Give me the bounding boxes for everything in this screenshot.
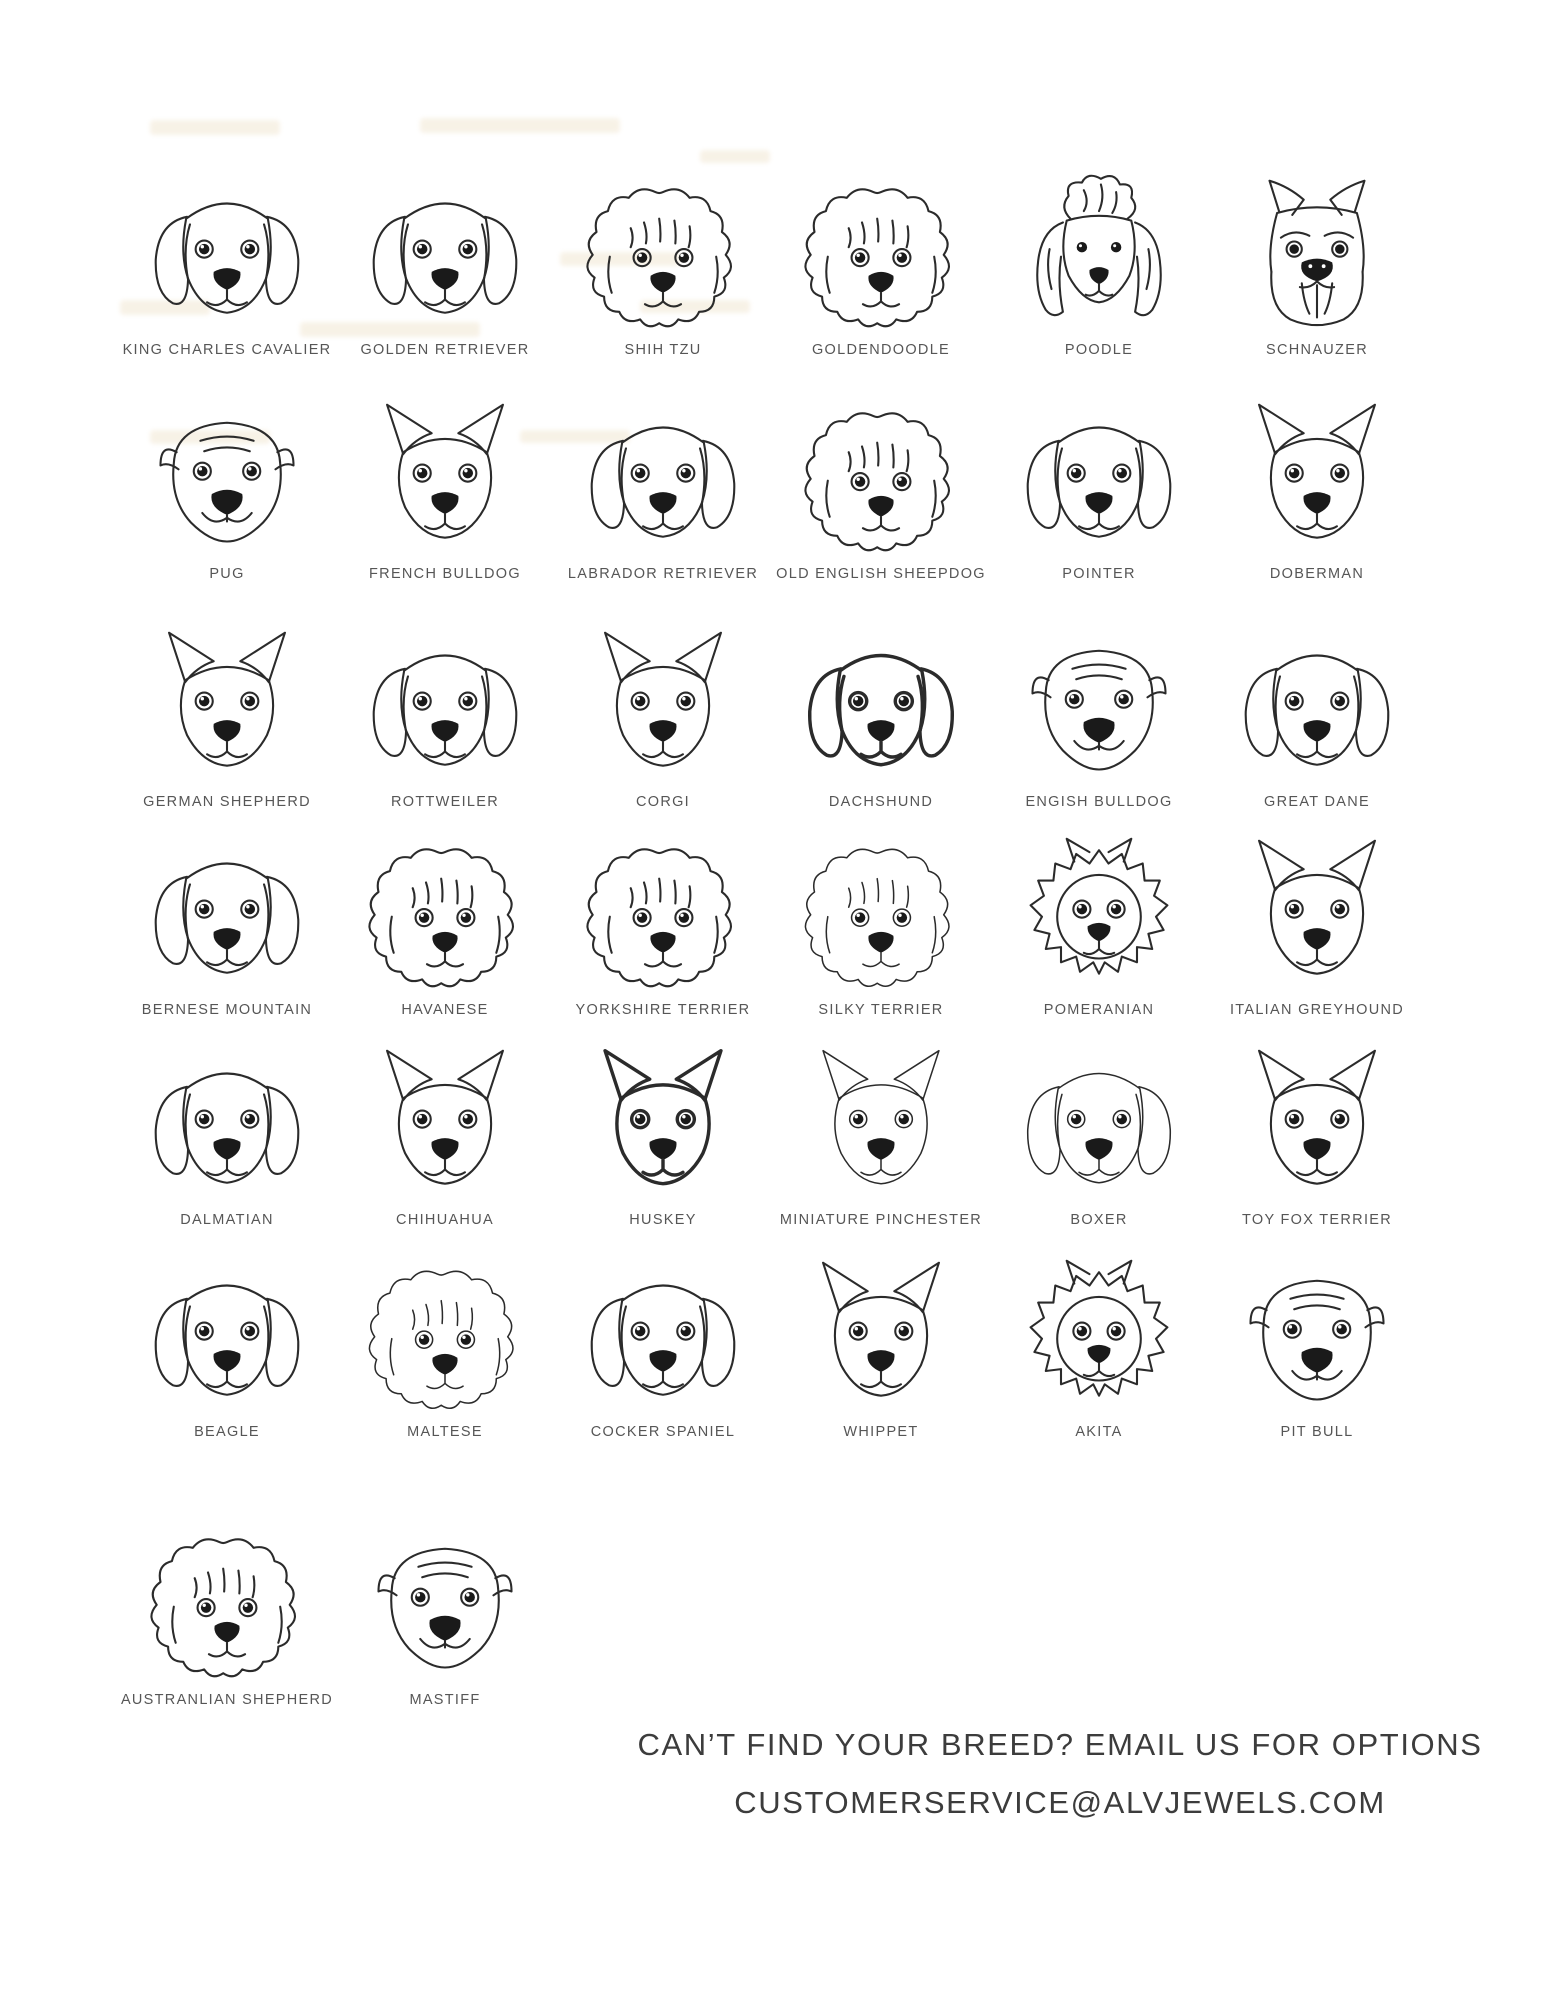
- breed-label: DACHSHUND: [828, 794, 934, 810]
- breed-cell: [772, 370, 990, 594]
- breed-grid: [118, 112, 1426, 1720]
- breed-label: SHIH TZU: [624, 342, 702, 358]
- footer-note: [600, 1716, 1520, 1832]
- breed-cell: [336, 1030, 554, 1240]
- breed-label: BOXER: [1070, 1212, 1128, 1228]
- breed-cell: [772, 822, 990, 1030]
- floppy-ear-dog-face-icon: [350, 621, 540, 785]
- breed-label: PUG: [209, 566, 245, 582]
- breed-label: HUSKEY: [629, 1212, 697, 1228]
- breed-cell: [118, 1452, 336, 1720]
- breed-label: LABRADOR RETRIEVER: [567, 566, 759, 582]
- breed-cell: [990, 822, 1208, 1030]
- breed-cell: [118, 1030, 336, 1240]
- breed-label: AUSTRANLIAN SHEPHERD: [120, 1692, 334, 1708]
- flat-faced-dog-face-icon: [1222, 1251, 1412, 1415]
- pointy-ear-dog-face-icon: [1222, 1039, 1412, 1203]
- flat-faced-dog-face-icon: [1004, 621, 1194, 785]
- breed-label: MALTESE: [407, 1424, 483, 1440]
- breed-label: KING CHARLES CAVALIER: [122, 342, 332, 358]
- breed-label: GOLDEN RETRIEVER: [360, 342, 530, 358]
- pointy-ear-dog-face-icon: [350, 1039, 540, 1203]
- floppy-ear-dog-face-icon: [568, 393, 758, 557]
- breed-cell: [990, 1240, 1208, 1452]
- breed-label: GREAT DANE: [1264, 794, 1370, 810]
- breed-cell: [118, 594, 336, 822]
- breed-cell: [554, 822, 772, 1030]
- shaggy-dog-face-icon: [786, 829, 976, 993]
- breed-cell: [118, 1240, 336, 1452]
- breed-label: POINTER: [1062, 566, 1136, 582]
- breed-label: CHIHUAHUA: [396, 1212, 494, 1228]
- floppy-ear-dog-face-icon: [132, 1251, 322, 1415]
- breed-cell: [554, 594, 772, 822]
- flat-faced-dog-face-icon: [132, 393, 322, 557]
- floppy-ear-dog-face-icon: [132, 829, 322, 993]
- breed-cell: [772, 112, 990, 370]
- breed-label: WHIPPET: [843, 1424, 919, 1440]
- breed-cell: [118, 370, 336, 594]
- breed-label: CORGI: [635, 794, 691, 810]
- breed-label: ENGISH BULLDOG: [1025, 794, 1173, 810]
- pointy-ear-dog-face-icon: [786, 1251, 976, 1415]
- breed-label: AKITA: [1075, 1424, 1123, 1440]
- breed-label: BERNESE MOUNTAIN: [141, 1002, 313, 1018]
- breed-label: DALMATIAN: [180, 1212, 274, 1228]
- floppy-ear-dog-face-icon: [132, 1039, 322, 1203]
- floppy-ear-dog-face-icon: [1004, 393, 1194, 557]
- shaggy-dog-face-icon: [786, 169, 976, 333]
- breed-cell: [554, 370, 772, 594]
- pointy-ear-dog-face-icon: [350, 393, 540, 557]
- breed-cell: [336, 370, 554, 594]
- pointy-ear-dog-face-icon: [568, 1039, 758, 1203]
- breed-cell: [772, 594, 990, 822]
- breed-label: SCHNAUZER: [1266, 342, 1368, 358]
- breed-cell: [772, 1030, 990, 1240]
- flat-faced-dog-face-icon: [350, 1519, 540, 1683]
- pointy-ear-dog-face-icon: [1222, 829, 1412, 993]
- floppy-ear-dog-face-icon: [1222, 621, 1412, 785]
- breed-label: YORKSHIRE TERRIER: [575, 1002, 751, 1018]
- breed-label: GOLDENDOODLE: [811, 342, 951, 358]
- breed-label: HAVANESE: [401, 1002, 489, 1018]
- breed-label: MASTIFF: [409, 1692, 481, 1708]
- breed-cell: [1208, 822, 1426, 1030]
- floppy-ear-dog-face-icon: [568, 1251, 758, 1415]
- breed-cell: [336, 822, 554, 1030]
- floppy-ear-dog-face-icon: [786, 621, 976, 785]
- breed-cell: [554, 112, 772, 370]
- breed-cell: [118, 112, 336, 370]
- footer-email: CUSTOMERSERVICE@ALVJEWELS.COM: [734, 1785, 1386, 1820]
- breed-cell: [1208, 1240, 1426, 1452]
- breed-label: GERMAN SHEPHERD: [143, 794, 311, 810]
- fluffy-dog-face-icon: [1004, 829, 1194, 993]
- breed-cell: [1208, 594, 1426, 822]
- fluffy-dog-face-icon: [1004, 1251, 1194, 1415]
- shaggy-dog-face-icon: [786, 393, 976, 557]
- breed-cell: [554, 1240, 772, 1452]
- breed-label: ROTTWEILER: [390, 794, 500, 810]
- pointy-ear-dog-face-icon: [568, 621, 758, 785]
- breed-cell: [336, 1452, 554, 1720]
- breed-cell: [772, 1240, 990, 1452]
- breed-cell: [1208, 1030, 1426, 1240]
- pointy-ear-dog-face-icon: [132, 621, 322, 785]
- floppy-ear-dog-face-icon: [1004, 1039, 1194, 1203]
- breed-cell: [990, 594, 1208, 822]
- breed-label: BEAGLE: [194, 1424, 260, 1440]
- breed-cell: [336, 1240, 554, 1452]
- breed-label: SILKY TERRIER: [818, 1002, 944, 1018]
- shaggy-dog-face-icon: [350, 829, 540, 993]
- shaggy-dog-face-icon: [568, 829, 758, 993]
- footer-note-line1: CAN’T FIND YOUR BREED? EMAIL US FOR OPTIONS: [637, 1727, 1483, 1762]
- poodle-dog-face-icon: [1004, 169, 1194, 333]
- schnauzer-dog-face-icon: [1222, 169, 1412, 333]
- breed-label: FRENCH BULLDOG: [369, 566, 521, 582]
- breed-label: OLD ENGLISH SHEEPDOG: [776, 566, 986, 582]
- breed-label: MINIATURE PINCHESTER: [779, 1212, 983, 1228]
- breed-label: POODLE: [1064, 342, 1134, 358]
- shaggy-dog-face-icon: [350, 1251, 540, 1415]
- breed-cell: [118, 822, 336, 1030]
- pointy-ear-dog-face-icon: [1222, 393, 1412, 557]
- breed-label: ITALIAN GREYHOUND: [1229, 1002, 1405, 1018]
- breed-cell: [990, 112, 1208, 370]
- pointy-ear-dog-face-icon: [786, 1039, 976, 1203]
- shaggy-dog-face-icon: [568, 169, 758, 333]
- breed-cell: [990, 370, 1208, 594]
- breed-cell: [336, 112, 554, 370]
- floppy-ear-dog-face-icon: [132, 169, 322, 333]
- breed-cell: [554, 1030, 772, 1240]
- breed-label: POMERANIAN: [1043, 1002, 1155, 1018]
- breed-label: DOBERMAN: [1269, 566, 1365, 582]
- breed-label: COCKER SPANIEL: [590, 1424, 736, 1440]
- breed-cell: [990, 1030, 1208, 1240]
- breed-cell: [336, 594, 554, 822]
- breed-cell: [1208, 370, 1426, 594]
- breed-label: TOY FOX TERRIER: [1241, 1212, 1393, 1228]
- floppy-ear-dog-face-icon: [350, 169, 540, 333]
- breed-label: PIT BULL: [1280, 1424, 1354, 1440]
- shaggy-dog-face-icon: [132, 1519, 322, 1683]
- breed-cell: [1208, 112, 1426, 370]
